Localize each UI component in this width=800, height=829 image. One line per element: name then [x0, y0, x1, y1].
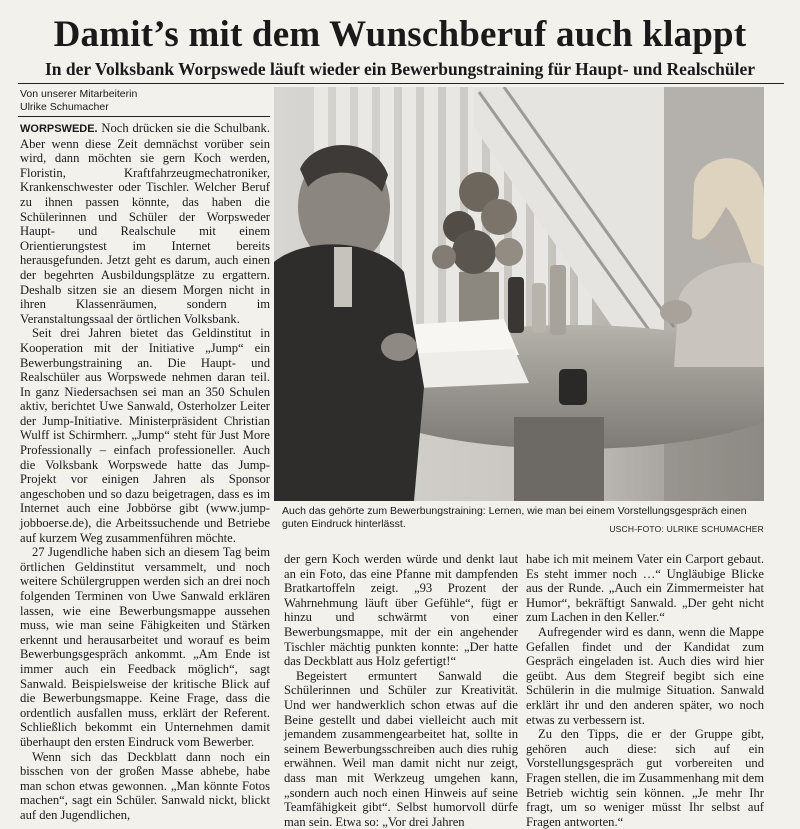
paragraph: WORPSWEDE. Noch drücken sie die Schulbank. Aber wenn diese Zeit demnächst vorüber sein wird, dann möchten sie gern Koch werden, Floristin, Kraftfahrzeugmechatroniker, Krankenschwester oder Tischler. Welcher Beruf zu ihnen passen könnte, das haben die Schülerinnen und Schüler der Worpsweder Haupt- und Realschule mit einem Orientierungstest im Internet bereits herausgefunden. Jetzt geht es darum, auch einen der begehrten Ausbildungsplätze zu ergattern. Deshalb sitzen sie an diesem Morgen nicht in ihren Klassenräumen, sondern im Veranstaltungssaal der örtlichen Volksbank.	[20, 121, 271, 326]
article-column-3	[526, 552, 764, 829]
paragraph: Zu den Tipps, die er der Gruppe gibt, gehören auch diese: sich auf ein Vorstellungsgespräch gut vorbereiten und Fragen stellen, die im Zusammenhang mit dem Betrieb wichtig sein können. „Je mehr Ihr fragt, um so weniger müsst Ihr selbst auf Fragen antworten.“	[526, 727, 764, 829]
interview-photo-illustration	[274, 87, 764, 501]
paragraph: Wenn sich das Deckblatt dann noch ein bisschen von der großen Masse abhebe, habe man schon etwas gewonnen. „Man könnte Fotos machen“, sagt ein Schüler. Sanwald nickt, blickt auf den Jugendlichen,	[20, 749, 270, 822]
byline-author: Ulrike Schumacher	[20, 101, 109, 113]
byline	[20, 88, 270, 114]
subheadline: In der Volksbank Worpswede läuft wieder ein Bewerbungstraining für Haupt- und Realschüler	[44, 59, 755, 79]
paragraph: Seit drei Jahren bietet das Geldinstitut in Kooperation mit der Initiative „Jump“ ein Bewerbungstraining an. Die Haupt- und Realschüler aus Worpswede nehmen daran teil. In ganz Niedersachsen sei man an 350 Schulen aktiv, berichtet Uwe Sanwald, Osterholzer Leiter der Jump-Initiative. Ministerpräsident Christian Wulff ist Schirmherr. „Jump“ steht für Just More Professionally – einfach professioneller. Auch die Volksbank Worpswede hatte das Jump-Projekt vor einigen Jahren als Sponsor angeschoben und so dazu beigetragen, dass es im Internet auch eine Jobbörse gibt (www.jump-jobboerse.de), die Arbeitssuchende und Betriebe auf kurzem Weg zusammenführen möchte.	[20, 326, 270, 545]
dateline: WORPSWEDE.	[20, 123, 98, 135]
paragraph: der gern Koch werden würde und denkt laut an ein Foto, das eine Pfanne mit dampfenden Bratkartoffeln zeigt. „93 Prozent der Wahrnehmung läuft über Gefühle“, fügt er hinzu und schwärmt von einer Bewerbungsmappe, mit der ein angehender Tischler mächtig punkten konnte: „Der hatte das Deckblatt aus Holz gefertigt!“	[284, 552, 518, 669]
article-photo	[274, 87, 764, 501]
paragraph: Begeistert ermuntert Sanwald die Schülerinnen und Schüler zur Kreativität. Und wer handwerklich schon etwas auf die Beine gestellt und dabei vielleicht auch mit jemandem zusammengearbeitet hat, sollte in seinem Bewerbungsschreiben auch dies ruhig erwähnen. Weil man damit nicht nur zeigt, dass man mit Werkzeug umgehen kann, „sondern auch noch einen Hinweis auf seine Teamfähigkeit gibt“. Selbst humorvoll dürfe man sein. Etwa so: „Vor drei Jahren	[284, 668, 518, 829]
header-rule	[18, 83, 784, 84]
article-column-1	[20, 121, 270, 823]
byline-rule	[18, 116, 270, 117]
paragraph: Aufregender wird es dann, wenn die Mappe Gefallen findet und der Kandidat zum Gespräch eingeladen ist. Auch dies wird hier geübt. Aus dem Stegreif begibt sich eine Schülerin in die mulmige Situation. Sanwald erklärt ihr und den anderen später, wo noch etwas zu verbessern ist.	[526, 624, 764, 727]
photo-caption: Auch das gehörte zum Bewerbungstraining: Lernen, wie man bei einem Vorstellungsgespräch einen guten Eindruck hinterlässt.	[282, 505, 747, 530]
paragraph: habe ich mit meinem Vater ein Carport gebaut. Es steht immer noch …“ Ungläubige Blicke aus der Runde. „Auch ein Zimmermeister hat Humor“, bekräftigt Sanwald. „Der geht nicht zum Lachen in den Keller.“	[526, 552, 764, 625]
photo-credit: USCH-FOTO: ULRIKE SCHUMACHER	[609, 524, 764, 534]
headline: Damit’s mit dem Wunschberuf auch klappt	[53, 14, 747, 55]
paragraph: 27 Jugendliche haben sich an diesem Tag beim örtlichen Geldinstitut versammelt, und noch weitere Schülergruppen werden sich an drei noch folgenden Terminen von Uwe Sanwald erklären lassen, wie eine Bewerbungsmappe aussehen muss, wie man seine Fähigkeiten und Stärken erkennt und herausarbeitet und worauf es beim Bewerbungsgespräch ankommt. „Am Ende ist immer auch ein Feedback möglich“, sagt Sanwald. Beispielsweise der kritische Blick auf die Bewerbungsmappe. Keine Frage, dass die ordentlich ausfallen muss, erklärt der Referent. Schließlich bekommt ein Unternehmen damit überhaupt den ersten Eindruck vom Bewerber.	[20, 545, 270, 749]
byline-role: Von unserer Mitarbeiterin	[20, 88, 138, 100]
article-column-2	[284, 552, 518, 829]
